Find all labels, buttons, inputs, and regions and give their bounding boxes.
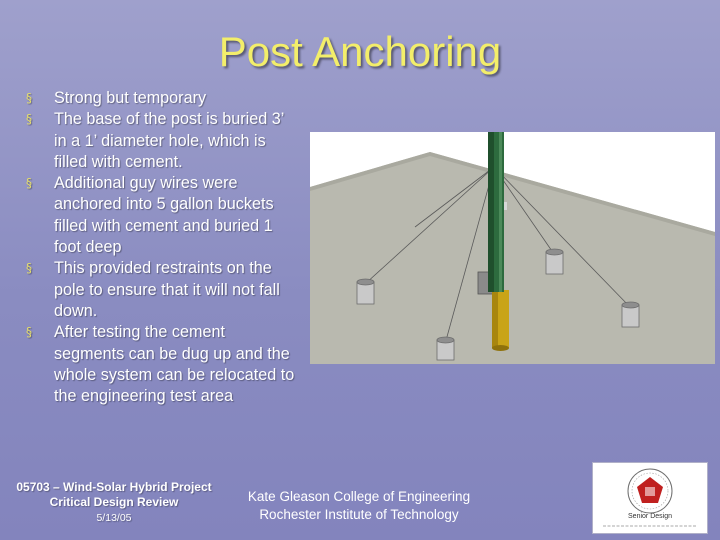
bullet-text: This provided restraints on the pole to ensure that it will not fall down. [54,259,280,320]
bullet-text: Strong but temporary [54,89,207,107]
bullet-item [26,88,296,109]
bullet-marker-icon: § [26,91,32,105]
bucket-icon [437,337,454,360]
bullet-marker-icon: § [26,325,32,340]
pole-anchoring-render [310,132,715,364]
slide-title: Post Anchoring [218,28,502,75]
bullet-text: The base of the post is buried 3’ in a 1’ diameter hole, which is filled with cement. [54,110,284,171]
pole [488,132,504,292]
bucket-icon [546,249,563,274]
sensor-mount [504,202,507,210]
project-footer [8,480,220,526]
bullet-text: Additional guy wires were anchored into 5 gallon buckets filled with cement and buried 1 foot deep [54,174,274,257]
bucket-icon [357,279,374,304]
pole-render-svg [310,132,715,364]
project-name: 05703 – Wind-Solar Hybrid Project [16,480,212,494]
review-name: Critical Design Review [49,494,179,509]
presentation-date: 5/13/05 [96,512,132,524]
bullet-list [26,88,296,407]
senior-design-logo [592,462,708,534]
cement-base [492,290,509,351]
bullet-marker-icon: § [26,176,32,191]
bullet-item [26,322,296,407]
senior-design-badge-icon [593,463,707,533]
bullet-marker-icon: § [26,261,32,276]
bullet-marker-icon: § [26,112,32,127]
bullet-item [26,109,296,173]
bullet-item [26,258,296,322]
institute-name: Rochester Institute of Technology [259,507,459,522]
institution-footer [220,488,498,524]
bucket-icon [622,302,639,327]
ground-plane [310,152,715,364]
bullet-item [26,173,296,258]
logo-caption: Senior Design [628,513,672,520]
bullet-text: After testing the cement segments can be dug up and the whole system can be relocated to the engineering test area [54,323,295,406]
college-name: Kate Gleason College of Engineering [247,489,471,504]
